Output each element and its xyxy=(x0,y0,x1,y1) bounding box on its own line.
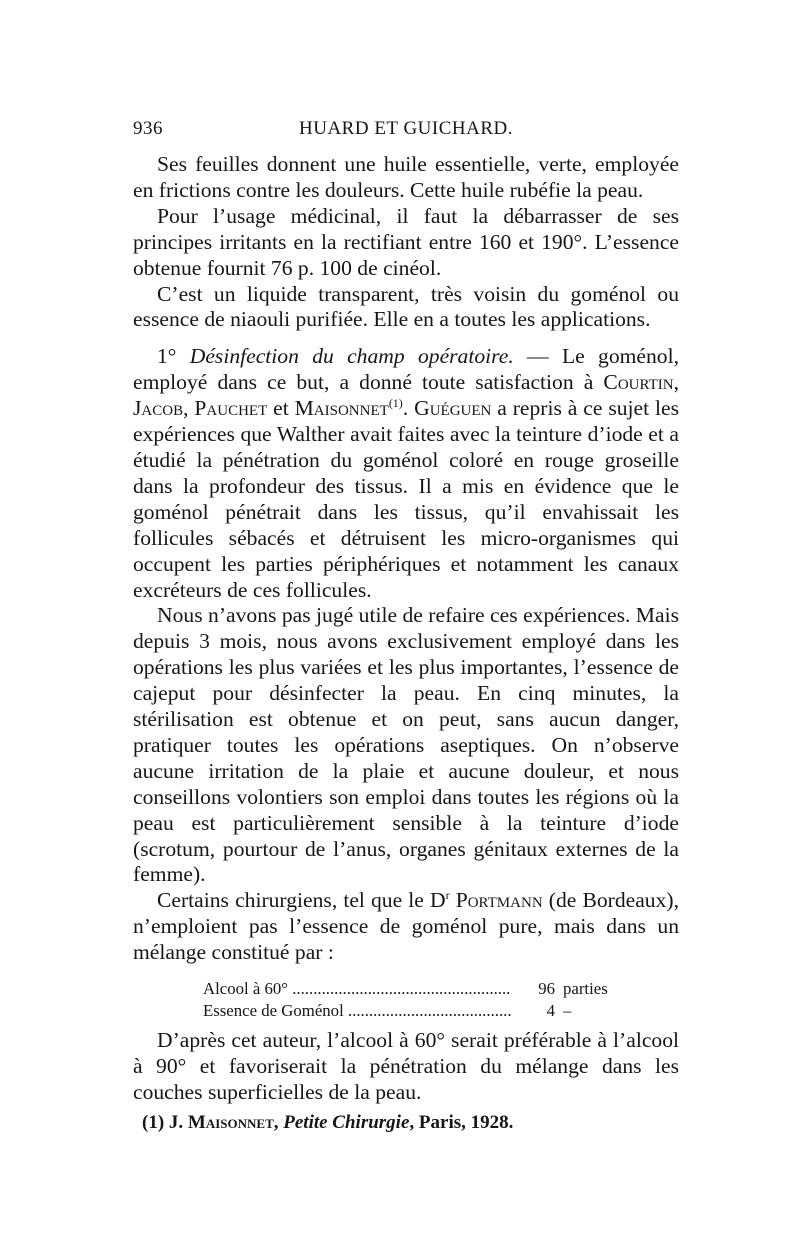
running-header xyxy=(133,118,679,144)
paragraph: Nous n’avons pas jugé utile de refaire ces expériences. Mais depuis 3 mois, nous avons exclusivement employé dans les opérations les plus variées et les plus importantes, l’essence de cajeput pour désinfecter la peau. En cinq minutes, la stérilisation est obtenue et on peut, sans aucun danger, pratiquer toutes les opérations aseptiques. On n’observe aucune irritation de la plaie et aucune douleur, et nous conseillons volontiers son emploi dans toutes les régions où la peau est particulièrement sensible à la teinture d’iode (scrotum, pourtour de l’anus, organes génitaux externes de la femme). xyxy=(133,603,679,887)
footnote-reference: (1) xyxy=(388,396,403,411)
ingredient-unit: parties xyxy=(563,979,608,999)
section-heading: Désinfection du champ opératoire. xyxy=(189,344,514,369)
paragraph: D’après cet auteur, l’alcool à 60° serait préférable à l’alcool à 90° et favoriserait la pénétration du mélange dans les couches superficielles de la peau. xyxy=(133,1028,679,1104)
author-name: Courtin xyxy=(603,370,674,395)
paragraph: Certains chirurgiens, tel que le $D^r$ Portmann (de Bordeaux), n’emploient pas l’essence de goménol pure, mais dans un mélange constitué par : xyxy=(133,888,679,965)
page-number: 936 xyxy=(133,118,163,139)
paragraph: C’est un liquide transparent, très voisin du goménol ou essence de niaouli purifiée. Elle en a toutes les applications. xyxy=(133,281,679,332)
formula-row xyxy=(133,1000,679,1022)
section-number: 1° xyxy=(157,344,177,369)
ingredient-quantity: 4 xyxy=(546,1001,555,1021)
footnote: (1) J. Maisonnet, Petite Chirurgie, Paris, 1928. xyxy=(142,1112,514,1133)
running-title: HUARD ET GUICHARD. xyxy=(299,118,513,139)
author-name: Jacob xyxy=(133,396,184,421)
body-text xyxy=(133,152,679,1106)
ingredient-unit: – xyxy=(563,1001,572,1021)
paragraph: Pour l’usage médicinal, il faut la débarrasser de ses principes irritants en la rectifiant entre 160 et 190°. L’essence obtenue fournit 76 p. 100 de cinéol. xyxy=(133,203,679,280)
ingredient-name: Alcool à 60° ..... xyxy=(203,978,511,1000)
author-name: Maisonnet xyxy=(294,396,389,421)
author-name: Portmann xyxy=(455,888,543,913)
footnote-title: Petite Chirurgie xyxy=(283,1112,410,1133)
footnote-author: Maisonnet xyxy=(187,1112,274,1133)
ingredient-name: Essence de Goménol ..... xyxy=(203,1000,511,1022)
formula-table xyxy=(133,978,679,1022)
author-name: Guéguen xyxy=(414,396,492,421)
paragraph-disinfection: 1° Désinfection du champ opératoire. — Le goménol, employé dans ce but, a donné toute satisfaction à Courtin, Jacob, Pauchet et Maisonnet$^{(1)}$. Guéguen a repris à ce sujet les expériences que Walther avait faites avec la teinture d’iode et a étudié la pénétration du goménol coloré en rouge groseille dans la profondeur des tissus. Il a mis en évidence que le goménol pénétrait dans les tissus, qu’il envahissait les follicules sébacés et détruisent les micro-organismes qui occupent les parties périphériques et notamment les canaux excréteurs de ces follicules. xyxy=(133,344,679,602)
formula-row xyxy=(133,978,679,1000)
paragraph: Ses feuilles donnent une huile essentielle, verte, employée en frictions contre les douleurs. Cette huile rubéfie la peau. xyxy=(133,152,679,202)
author-name: Pauchet xyxy=(194,396,268,421)
footnote-marker: (1) xyxy=(142,1112,165,1133)
ingredient-quantity: 96 xyxy=(538,979,555,999)
